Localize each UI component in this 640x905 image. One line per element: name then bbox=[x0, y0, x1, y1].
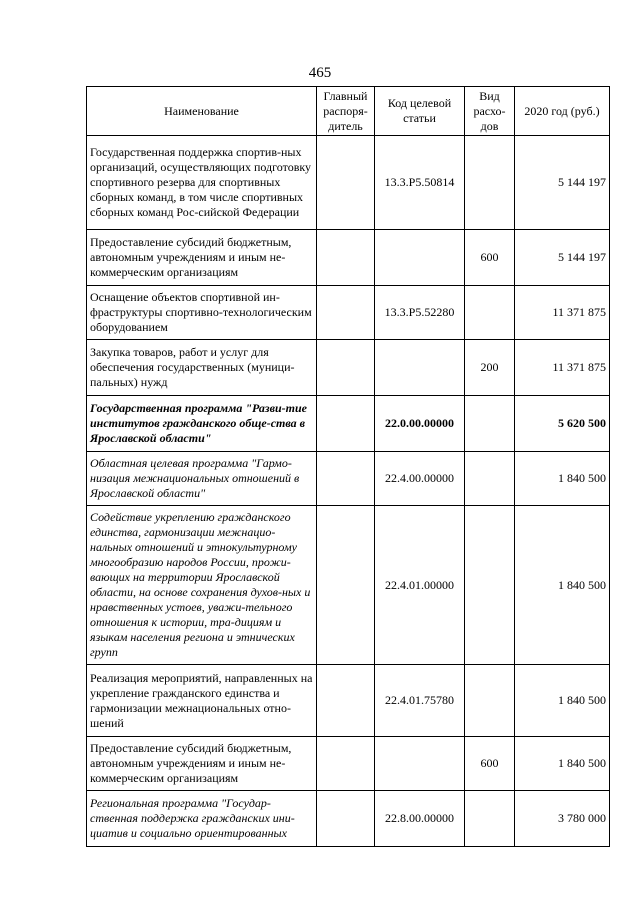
row-vid: 600 bbox=[465, 230, 515, 286]
row-name: Содействие укреплению гражданского единства, гармонизации межнацио-нальных отношений и этнокультурному многообразию народов России, прожи-вающих на территории Ярославской области, на основе сохранения духов-ных и нравственных устоев, уважи-тельного отношения к истории, тра-дициям и языкам населения региона и этнических групп bbox=[87, 506, 317, 665]
row-sum: 1 840 500 bbox=[515, 452, 610, 506]
row-code: 22.4.01.00000 bbox=[375, 506, 465, 665]
row-glav bbox=[317, 737, 375, 791]
header-vid: Вид расхо-дов bbox=[465, 87, 515, 136]
table-row bbox=[87, 506, 610, 665]
table-row bbox=[87, 230, 610, 286]
row-sum: 5 144 197 bbox=[515, 230, 610, 286]
row-name: Реализация мероприятий, направленных на укрепление гражданского единства и гармонизации межнациональных отно-шений bbox=[87, 665, 317, 737]
row-code: 13.3.P5.52280 bbox=[375, 286, 465, 340]
table-body bbox=[87, 136, 610, 847]
row-vid bbox=[465, 506, 515, 665]
row-name: Закупка товаров, работ и услуг для обеспечения государственных (муници-пальных) нужд bbox=[87, 340, 317, 396]
table-row bbox=[87, 136, 610, 230]
row-glav bbox=[317, 452, 375, 506]
row-vid bbox=[465, 791, 515, 847]
row-name: Областная целевая программа "Гармо-низация межнациональных отношений в Ярославской области" bbox=[87, 452, 317, 506]
row-glav bbox=[317, 665, 375, 737]
row-glav bbox=[317, 136, 375, 230]
header-name: Наименование bbox=[87, 87, 317, 136]
table-row bbox=[87, 665, 610, 737]
header-sum: 2020 год (руб.) bbox=[515, 87, 610, 136]
row-code: 22.0.00.00000 bbox=[375, 396, 465, 452]
row-name: Оснащение объектов спортивной ин-фраструктуры спортивно-технологическим оборудованием bbox=[87, 286, 317, 340]
header-code: Код целевой статьи bbox=[375, 87, 465, 136]
row-vid bbox=[465, 136, 515, 230]
row-code bbox=[375, 737, 465, 791]
row-sum: 1 840 500 bbox=[515, 665, 610, 737]
row-vid bbox=[465, 286, 515, 340]
row-vid bbox=[465, 452, 515, 506]
budget-table bbox=[86, 86, 610, 847]
row-vid bbox=[465, 665, 515, 737]
row-code: 13.3.P5.50814 bbox=[375, 136, 465, 230]
row-sum: 11 371 875 bbox=[515, 286, 610, 340]
page-number: 465 bbox=[308, 65, 332, 81]
row-code: 22.4.01.75780 bbox=[375, 665, 465, 737]
row-glav bbox=[317, 791, 375, 847]
row-glav bbox=[317, 340, 375, 396]
row-code bbox=[375, 340, 465, 396]
row-name: Государственная поддержка спортив-ных организаций, осуществляющих подготовку спортивного резерва для спортивных сборных команд, в том числе спортивных сборных команд Рос-сийской Федерации bbox=[87, 136, 317, 230]
row-sum: 1 840 500 bbox=[515, 506, 610, 665]
row-code: 22.4.00.00000 bbox=[375, 452, 465, 506]
row-code bbox=[375, 230, 465, 286]
row-name: Предоставление субсидий бюджетным, автономным учреждениям и иным не-коммерческим организациям bbox=[87, 230, 317, 286]
row-sum: 3 780 000 bbox=[515, 791, 610, 847]
table-row bbox=[87, 396, 610, 452]
table-row bbox=[87, 452, 610, 506]
row-name: Региональная программа "Государ-ственная поддержка гражданских ини-циатив и социально ориентированных bbox=[87, 791, 317, 847]
row-glav bbox=[317, 396, 375, 452]
row-vid bbox=[465, 396, 515, 452]
row-glav bbox=[317, 230, 375, 286]
row-vid: 600 bbox=[465, 737, 515, 791]
table-header-row bbox=[87, 87, 610, 136]
header-glav: Главный распоря-дитель bbox=[317, 87, 375, 136]
row-glav bbox=[317, 506, 375, 665]
row-name: Государственная программа "Разви-тие институтов гражданского обще-ства в Ярославской области" bbox=[87, 396, 317, 452]
table-row bbox=[87, 286, 610, 340]
row-sum: 1 840 500 bbox=[515, 737, 610, 791]
row-glav bbox=[317, 286, 375, 340]
row-vid: 200 bbox=[465, 340, 515, 396]
table-row bbox=[87, 791, 610, 847]
row-name: Предоставление субсидий бюджетным, автономным учреждениям и иным не-коммерческим организациям bbox=[87, 737, 317, 791]
row-sum: 11 371 875 bbox=[515, 340, 610, 396]
row-code: 22.8.00.00000 bbox=[375, 791, 465, 847]
table-row bbox=[87, 737, 610, 791]
table-row bbox=[87, 340, 610, 396]
row-sum: 5 620 500 bbox=[515, 396, 610, 452]
row-sum: 5 144 197 bbox=[515, 136, 610, 230]
